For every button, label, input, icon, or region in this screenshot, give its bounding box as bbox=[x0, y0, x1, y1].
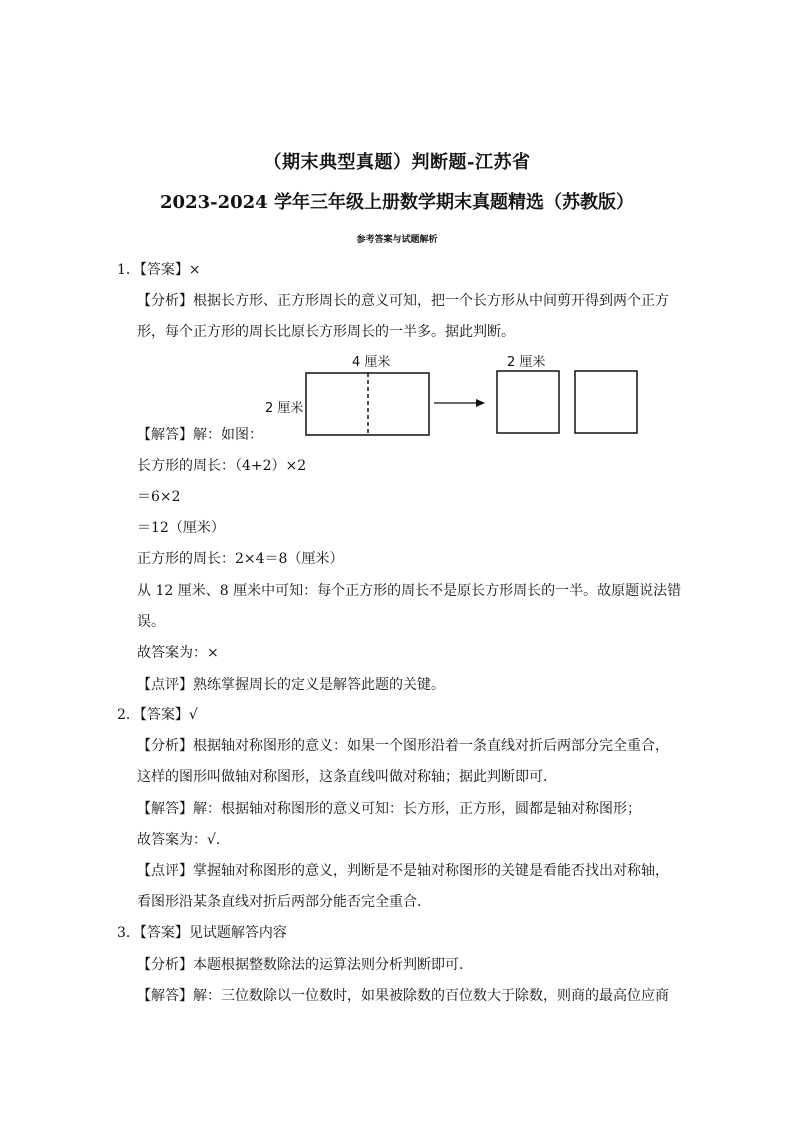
q1-line: ＝6×2 bbox=[137, 489, 181, 505]
q1-comment-row bbox=[137, 676, 445, 694]
square-left bbox=[497, 371, 559, 433]
title-line-2: 2023-2024 学年三年级上册数学期末真题精选（苏教版） bbox=[160, 192, 634, 213]
arrow-head bbox=[476, 399, 485, 407]
q1-solution-tag: 【解答】 bbox=[137, 427, 193, 443]
q2-analysis-text-1: 根据轴对称图形的意义：如果一个图形沿着一条直线对折后两部分完全重合， bbox=[193, 738, 669, 754]
q2-final: 故答案为：√． bbox=[137, 832, 230, 848]
rect-length-label: 4 厘米 bbox=[352, 355, 391, 370]
q1-answer-row bbox=[117, 261, 201, 279]
q1-analysis-text-1: 根据长方形、正方形周长的意义可知，把一个长方形从中间剪开得到两个正方 bbox=[193, 293, 669, 309]
q1-line: 长方形的周长：（4+2）×2 bbox=[137, 458, 307, 474]
q1-line: 故答案为：× bbox=[137, 645, 219, 661]
q2-answer-row bbox=[117, 706, 198, 724]
q1-line: 正方形的周长：2×4＝8（厘米） bbox=[137, 551, 344, 567]
q1-line: 误。 bbox=[137, 614, 165, 630]
q1-comment-tag: 【点评】 bbox=[137, 677, 193, 693]
q3-analysis: 本题根据整数除法的运算法则分析判断即可． bbox=[193, 957, 473, 973]
q3-solution-tag: 【解答】 bbox=[137, 988, 193, 1004]
title-line-1: （期末典型真题）判断题-江苏省 bbox=[263, 152, 531, 173]
q1-analysis-line-1 bbox=[137, 292, 669, 310]
q1-solution-intro: 解：如图： bbox=[193, 427, 263, 443]
q1-analysis-tag: 【分析】 bbox=[137, 293, 193, 309]
q2-comment-tag: 【点评】 bbox=[137, 863, 193, 879]
rect-width-label: 2 厘米 bbox=[265, 401, 304, 416]
q1-line: ＝12（厘米） bbox=[137, 520, 225, 536]
q3-answer: 见试题解答内容 bbox=[188, 925, 287, 941]
q3-answer-tag: 【答案】 bbox=[139, 925, 189, 941]
q1-line: 从 12 厘米、8 厘米中可知：每个正方形的周长不是原长方形周长的一半。故原题说法错 bbox=[137, 583, 682, 599]
q1-solution-row bbox=[137, 426, 263, 444]
q3-number: 3． bbox=[117, 925, 140, 941]
q3-analysis-tag: 【分析】 bbox=[137, 957, 193, 973]
q1-number: 1． bbox=[117, 262, 140, 278]
q2-solution: 解：根据轴对称图形的意义可知：长方形，正方形，圆都是轴对称图形； bbox=[193, 801, 641, 817]
q3-answer-row bbox=[117, 924, 287, 942]
q2-number: 2． bbox=[117, 707, 140, 723]
q2-comment-line-2: 看图形沿某条直线对折后两部分能否完全重合． bbox=[137, 894, 431, 910]
q2-solution-tag: 【解答】 bbox=[137, 801, 193, 817]
q1-answer-tag: 【答案】 bbox=[139, 262, 189, 278]
q2-answer-tag: 【答案】 bbox=[139, 707, 189, 723]
q3-analysis-row bbox=[137, 956, 473, 974]
q1-answer: × bbox=[188, 262, 201, 278]
q3-solution-row bbox=[137, 987, 669, 1005]
subtitle: 参考答案与试题解析 bbox=[356, 235, 438, 245]
q3-solution: 解：三位数除以一位数时，如果被除数的百位数大于除数，则商的最高位应商 bbox=[193, 988, 669, 1004]
q2-analysis-line-1 bbox=[137, 737, 669, 755]
square-right bbox=[575, 371, 637, 433]
q2-comment-line-1 bbox=[137, 862, 669, 880]
q1-analysis-line-2: 形，每个正方形的周长比原长方形周长的一半多。据此判断。 bbox=[137, 324, 515, 340]
q2-answer: √ bbox=[188, 707, 198, 723]
q1-comment: 熟练掌握周长的定义是解答此题的关键。 bbox=[193, 677, 445, 693]
q1-figure bbox=[260, 348, 660, 440]
q2-solution-row bbox=[137, 800, 641, 818]
q2-analysis-tag: 【分析】 bbox=[137, 738, 193, 754]
square-label: 2 厘米 bbox=[507, 355, 546, 370]
q2-comment-text-1: 掌握轴对称图形的意义，判断是不是轴对称图形的关键是看能否找出对称轴， bbox=[193, 863, 669, 879]
q2-analysis-line-2: 这样的图形叫做轴对称图形，这条直线叫做对称轴；据此判断即可． bbox=[137, 769, 557, 785]
